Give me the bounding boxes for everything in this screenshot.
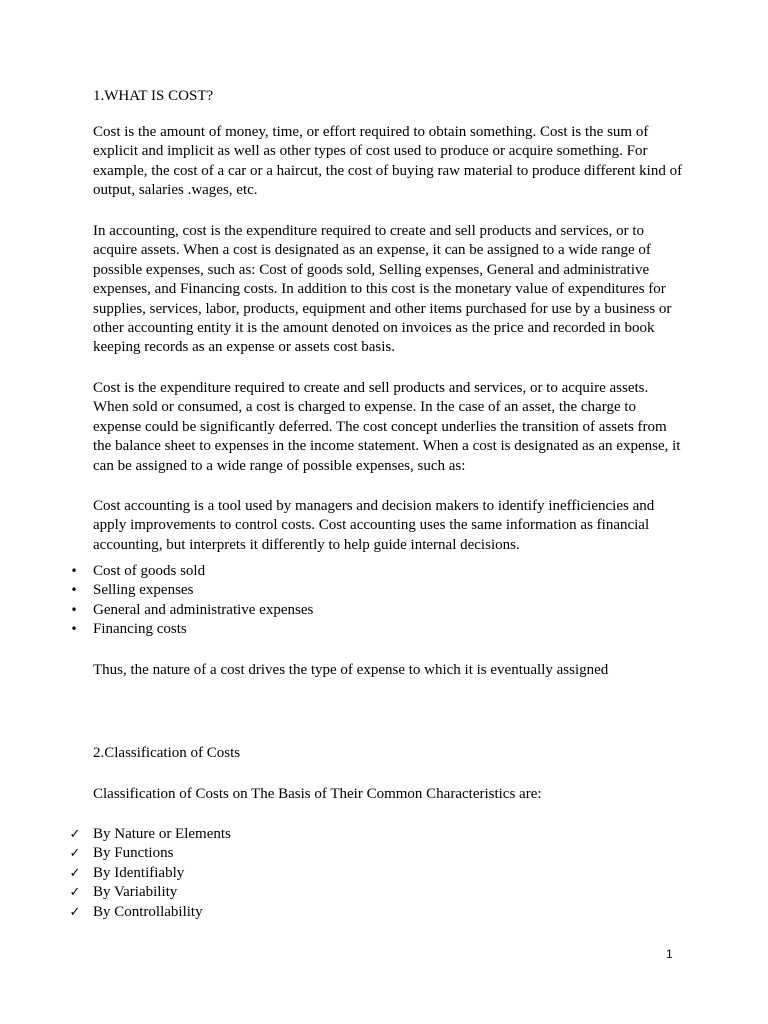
list-item bbox=[0, 620, 700, 639]
checkmark-icon: ✓ bbox=[69, 904, 81, 920]
section-1-paragraph-4 bbox=[93, 497, 683, 555]
list-item-label: By Identifiably bbox=[93, 864, 185, 881]
list-item-label: By Nature or Elements bbox=[93, 826, 231, 842]
list-item bbox=[0, 864, 700, 883]
list-item-label: Financing costs bbox=[93, 621, 187, 638]
paragraph-text: Classification of Costs on The Basis of Their Common Characteristics are: bbox=[93, 786, 542, 802]
list-item bbox=[0, 903, 700, 922]
section-1-paragraph-3 bbox=[93, 379, 683, 476]
checkmark-icon: ✓ bbox=[69, 865, 81, 881]
paragraph-text: Thus, the nature of a cost drives the type of expense to which it is eventually assigned bbox=[93, 662, 609, 678]
paragraph-text: Cost is the amount of money, time, or effort required to obtain something. Cost is the sum of explicit and implicit as well as other types of cost used to produce or acquire something. For example, the cost of a car or a haircut, the cost of buying raw material to produce different kind of output, salaries .wages, etc. bbox=[93, 124, 683, 199]
expense-bullet-list bbox=[0, 562, 700, 640]
list-item bbox=[0, 581, 700, 600]
list-item-label: By Functions bbox=[93, 845, 174, 862]
checkmark-icon: ✓ bbox=[69, 827, 81, 842]
classification-check-list bbox=[0, 825, 700, 922]
list-item bbox=[0, 883, 700, 902]
list-item-label: General and administrative expenses bbox=[93, 601, 314, 618]
section-1-paragraph-2 bbox=[93, 222, 683, 358]
list-item-label: By Variability bbox=[93, 884, 178, 901]
bullet-icon: • bbox=[70, 583, 78, 598]
bullet-icon: • bbox=[70, 564, 78, 578]
list-item-label: By Controllability bbox=[93, 903, 203, 920]
page-number: 1 bbox=[666, 947, 673, 961]
list-item bbox=[0, 825, 700, 844]
section-1-conclusion bbox=[93, 661, 683, 680]
bullet-icon: • bbox=[70, 622, 78, 637]
section-2-heading: 2.Classification of Costs bbox=[93, 745, 241, 761]
list-item-label: Cost of goods sold bbox=[93, 563, 206, 579]
checkmark-icon: ✓ bbox=[69, 885, 81, 901]
section-1-heading: 1.WHAT IS COST? bbox=[93, 88, 214, 104]
list-item bbox=[0, 601, 700, 620]
section-2-intro bbox=[93, 785, 683, 804]
list-item bbox=[0, 844, 700, 863]
checkmark-icon: ✓ bbox=[69, 846, 81, 862]
paragraph-text: Cost is the expenditure required to create and sell products and services, or to acquire assets. When sold or consumed, a cost is charged to expense. In the case of an asset, the charge to expense could be significantly deferred. The cost concept underlies the transition of assets from the balance sheet to expenses in the income statement. When a cost is designated as an expense, it can be assigned to a wide range of possible expenses, such as: bbox=[93, 380, 681, 474]
section-1-paragraph-1 bbox=[93, 123, 683, 201]
paragraph-text: In accounting, cost is the expenditure required to create and sell products and services, or to acquire assets. When a cost is designated as an expense, it can be assigned to a wide range of possible expenses, such as: Cost of goods sold, Selling expenses, General and administrative expenses, and Financing costs. In addition to this cost is the monetary value of expenditures for supplies, services, labor, products, equipment and other items purchased for use by a business or other accounting entity it is the amount denoted on invoices as the price and recorded in book keeping records as an expense or assets cost basis. bbox=[93, 223, 672, 356]
paragraph-text: Cost accounting is a tool used by managers and decision makers to identify inefficiencies and apply improvements to control costs. Cost accounting uses the same information as financial accounting, but interprets it differently to help guide internal decisions. bbox=[93, 498, 655, 553]
bullet-icon: • bbox=[70, 602, 78, 617]
list-item bbox=[0, 562, 700, 581]
list-item-label: Selling expenses bbox=[93, 582, 194, 599]
